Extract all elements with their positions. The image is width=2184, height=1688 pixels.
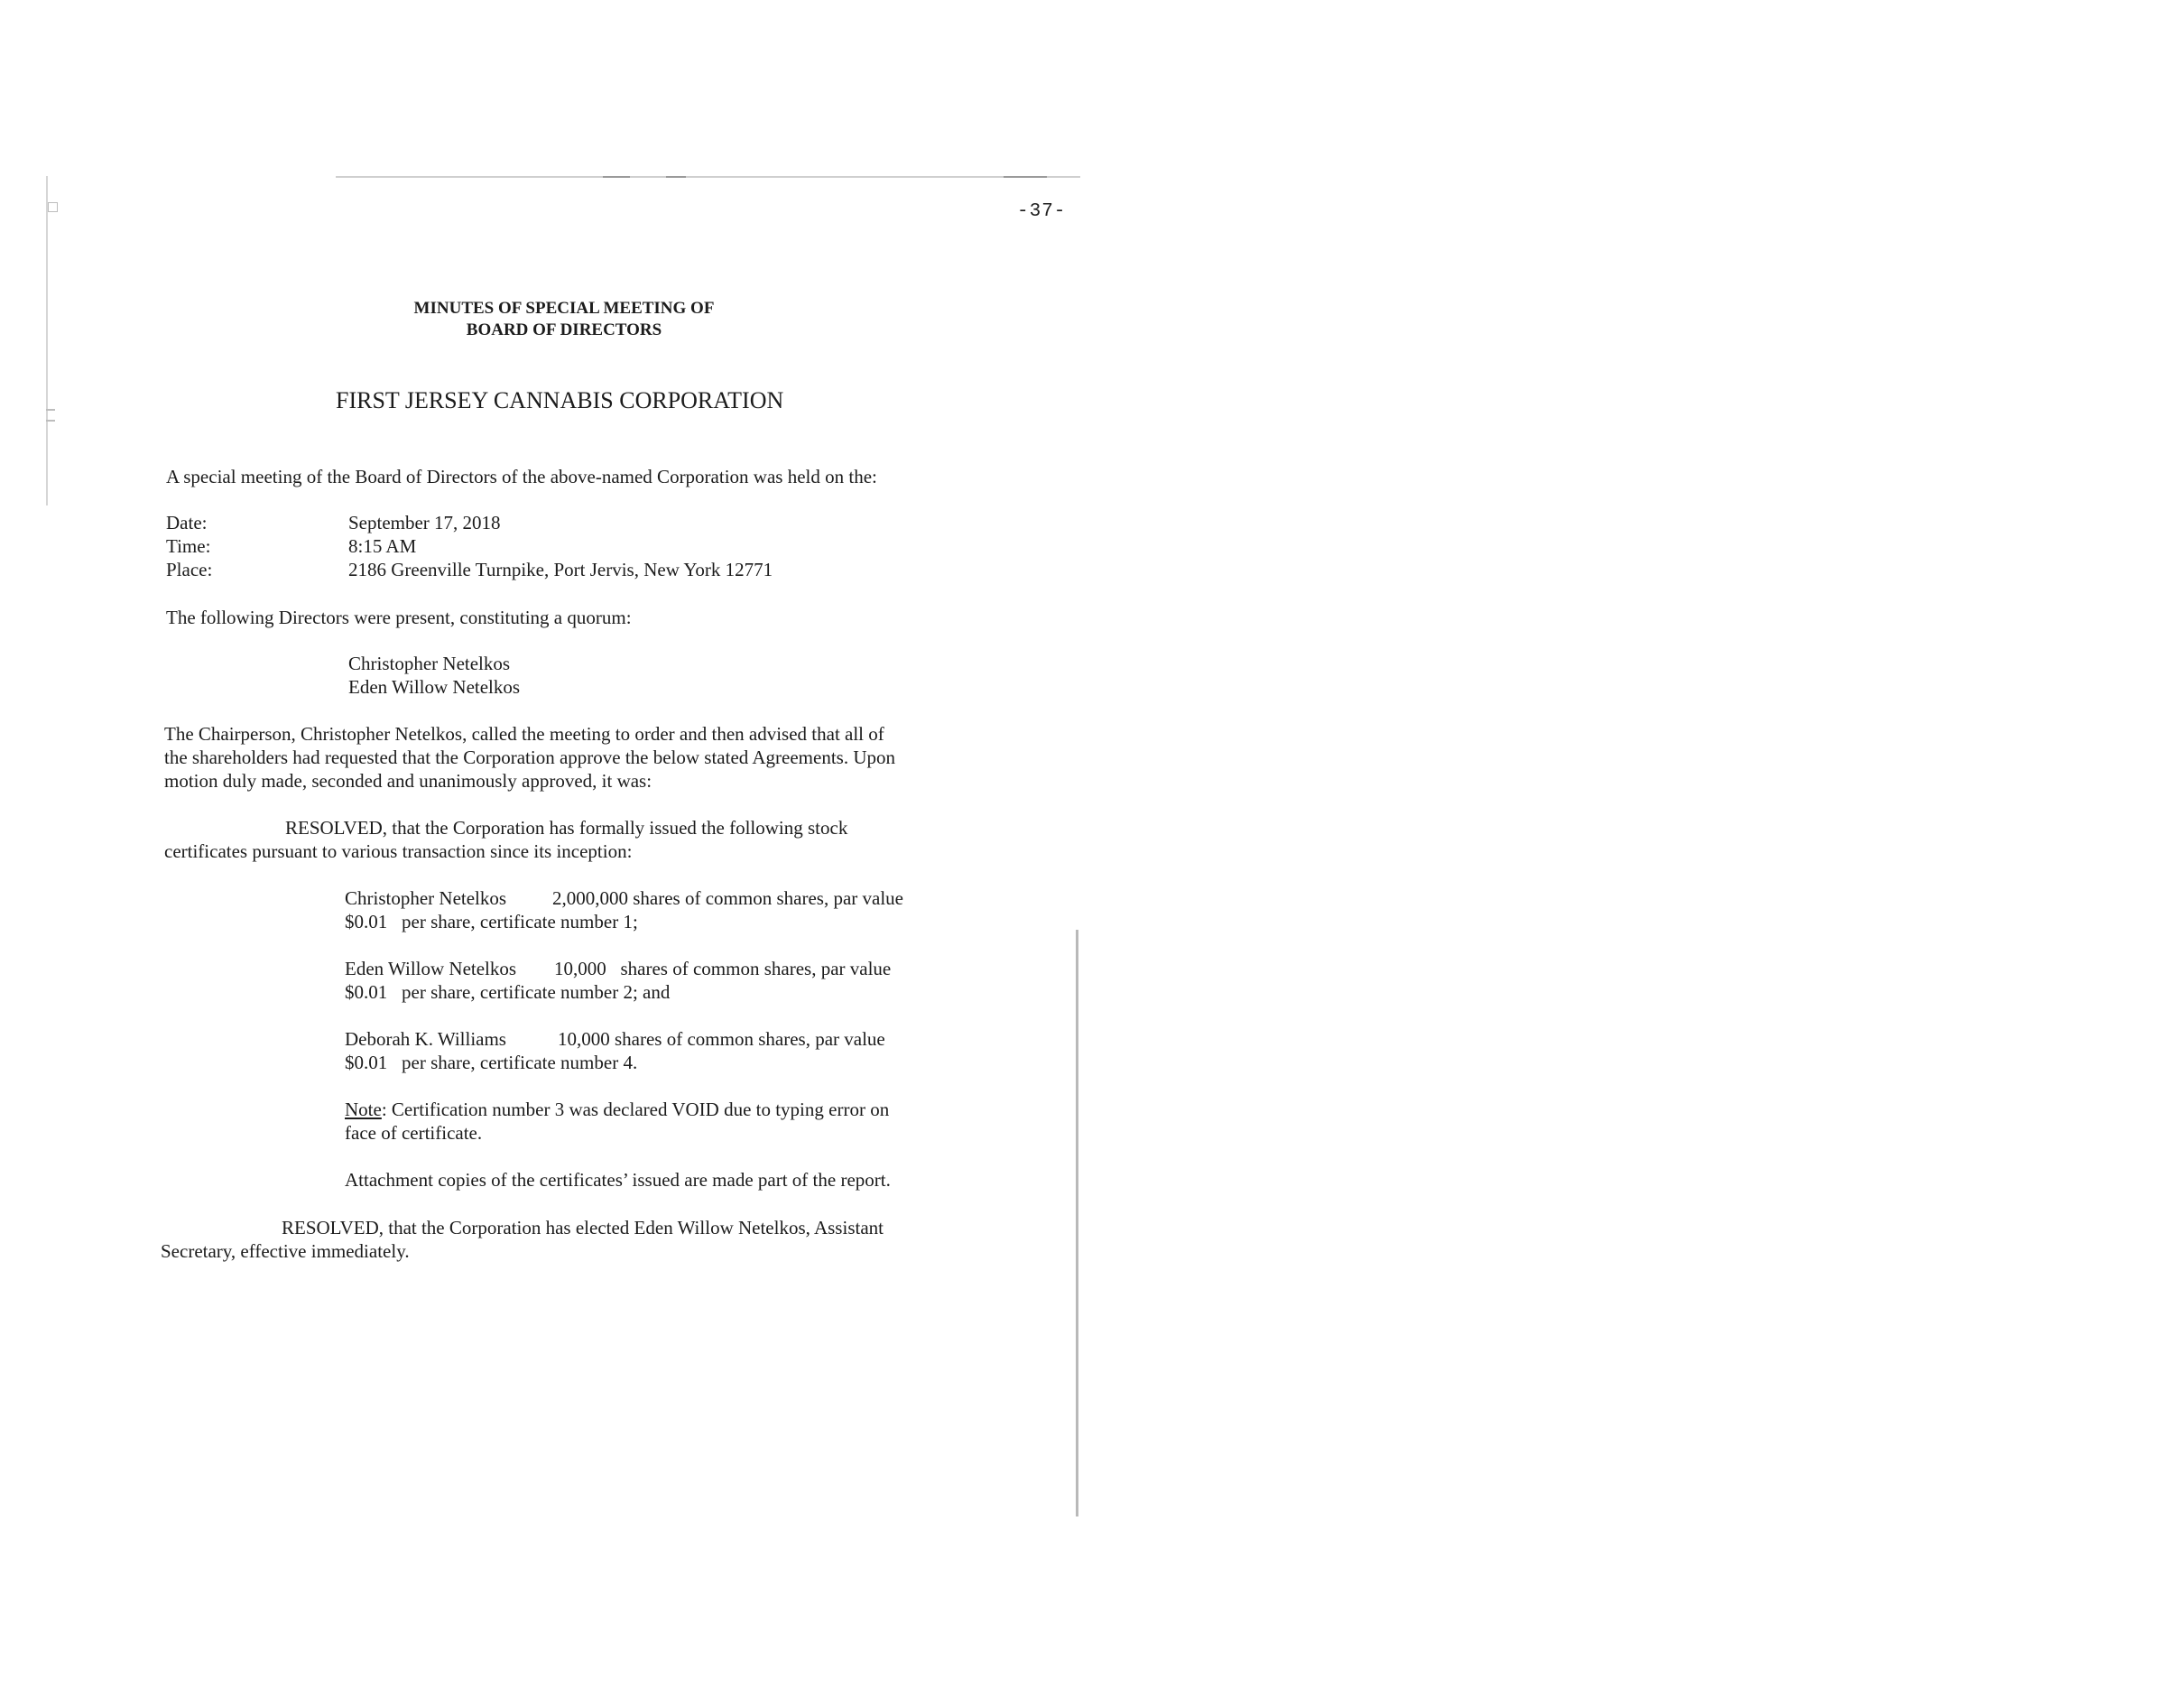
chair-paragraph: [164, 722, 967, 793]
scan-rule-mark: [1004, 176, 1047, 178]
scan-right-edge: [1076, 930, 1078, 1516]
note-text: : Certification number 3 was declared VOID due to typing error on: [381, 1099, 890, 1120]
certificate-detail: $0.01 per share, certificate number 1;: [345, 911, 638, 932]
heading-line-1: MINUTES OF SPECIAL MEETING OF: [413, 299, 715, 318]
resolution-2-line-1: RESOLVED, that the Corporation has elected Eden Willow Netelkos, Assistant: [282, 1217, 884, 1238]
time-label: Time:: [166, 535, 211, 557]
scan-top-rule: [336, 176, 1080, 178]
minutes-heading: [334, 298, 794, 341]
corporation-name: FIRST JERSEY CANNABIS CORPORATION: [336, 387, 784, 413]
time-value: 8:15 AM: [348, 535, 417, 557]
certificate-detail: $0.01 per share, certificate number 2; and: [345, 981, 671, 1003]
chair-line: The Chairperson, Christopher Netelkos, called the meeting to order and then advised that all of: [164, 723, 884, 745]
intro-paragraph: A special meeting of the Board of Directors of the above-named Corporation was held on the:: [166, 466, 877, 487]
place-label: Place:: [166, 559, 213, 580]
director-name: Christopher Netelkos: [348, 653, 511, 674]
scan-left-edge: [46, 176, 48, 505]
certificate-shares: 10,000 shares of common shares, par value: [558, 1028, 885, 1050]
director-name: Eden Willow Netelkos: [348, 676, 521, 698]
scan-left-tick: [46, 420, 55, 422]
resolution-2-line-2: Secretary, effective immediately.: [161, 1240, 410, 1262]
certificate-holder: Christopher Netelkos: [345, 887, 507, 909]
scan-left-tick: [46, 409, 55, 411]
attachment-note: Attachment copies of the certificates’ issued are made part of the report.: [345, 1169, 891, 1191]
certificate-holder: Deborah K. Williams: [345, 1028, 506, 1050]
chair-line: motion duly made, seconded and unanimously approved, it was:: [164, 770, 652, 792]
resolution-1-line-2: certificates pursuant to various transaction since its inception:: [164, 840, 633, 862]
certificate-detail: $0.01 per share, certificate number 4.: [345, 1052, 638, 1073]
certificate-holder: Eden Willow Netelkos: [345, 958, 517, 979]
date-value: September 17, 2018: [348, 512, 501, 533]
note-line-1: [345, 1098, 889, 1121]
place-value: 2186 Greenville Turnpike, Port Jervis, New York 12771: [348, 559, 773, 580]
scan-rule-mark: [603, 176, 630, 178]
page-number: -37-: [1017, 201, 1067, 222]
scan-left-mark: [48, 202, 58, 212]
certificate-shares: 10,000 shares of common shares, par value: [554, 958, 892, 979]
heading-line-2: BOARD OF DIRECTORS: [466, 320, 662, 339]
note-label: Note: [345, 1099, 382, 1120]
scan-rule-mark: [666, 176, 686, 178]
note-line-2: face of certificate.: [345, 1122, 483, 1144]
chair-line: the shareholders had requested that the Corporation approve the below stated Agreements. Upon: [164, 747, 896, 768]
certificate-shares: 2,000,000 shares of common shares, par value: [552, 887, 903, 909]
directors-intro: The following Directors were present, constituting a quorum:: [166, 607, 632, 628]
resolution-1-line-1: RESOLVED, that the Corporation has formally issued the following stock: [285, 817, 848, 839]
date-label: Date:: [166, 512, 208, 533]
